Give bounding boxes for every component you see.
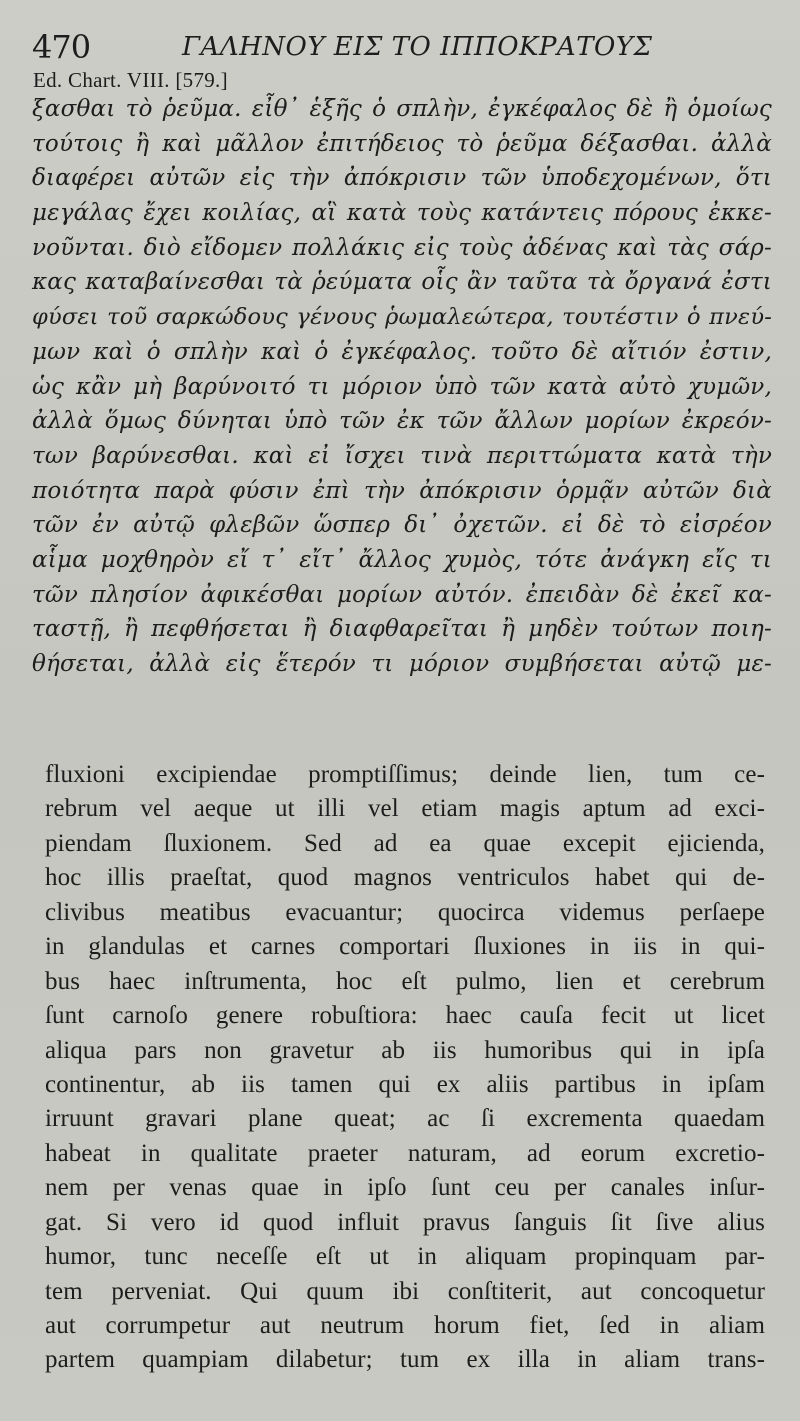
latin-line: bus haec inſtrumenta, hoc eſt pulmo, lien et cerebrum bbox=[45, 967, 765, 995]
greek-line: φύσει τοῦ σαρκώδους γένους ῥωμαλεώτερα, τουτέστιν ὁ πνεύ- bbox=[32, 304, 772, 331]
latin-line: aut corrumpetur aut neutrum horum fiet, ſed in aliam bbox=[45, 1312, 765, 1339]
latin-line: aliqua pars non gravetur ab iis humoribus qui in ipſa bbox=[45, 1036, 765, 1064]
greek-line: νοῦνται. διὸ εἴδομεν πολλάκις εἰς τοὺς ἀδένας καὶ τὰς σάρ- bbox=[32, 234, 772, 261]
greek-line: ποιότητα παρὰ φύσιν ἐπὶ τὴν ἀπόκρισιν ὁρμᾷν αὐτῶν διὰ bbox=[32, 477, 772, 504]
page-number: 470 bbox=[32, 28, 91, 66]
greek-line: ἀλλὰ ὅμως δύνηται ὑπὸ τῶν ἐκ τῶν ἄλλων μορίων ἐκρεόν- bbox=[32, 408, 772, 435]
latin-line: ſunt carnoſo genere robuſtiora: haec cauſa fecit ut licet bbox=[45, 1002, 765, 1030]
latin-line: habeat in qualitate praeter naturam, ad eorum excretio- bbox=[45, 1139, 765, 1167]
latin-line: in glandulas et carnes comportari ſluxiones in iis in qui- bbox=[45, 933, 765, 961]
latin-line: irruunt gravari plane queat; ac ſi excrementa quaedam bbox=[45, 1105, 765, 1133]
greek-line: των βαρύνεσθαι. καὶ εἰ ἴσχει τινὰ περιττώματα κατὰ τὴν bbox=[32, 442, 772, 469]
latin-line: continentur, ab iis tamen qui ex aliis partibus in ipſam bbox=[45, 1070, 765, 1098]
greek-line: μεγάλας ἔχει κοιλίας, αἳ κατὰ τοὺς κατάντεις πόρους ἐκκε- bbox=[32, 200, 772, 227]
greek-line: ταστῇ, ἢ πεφθήσεται ἢ διαφθαρεῖται ἢ μηδὲν τούτων ποιη- bbox=[32, 616, 772, 643]
latin-line: fluxioni excipiendae promptiſſimus; deinde lien, tum ce- bbox=[45, 761, 765, 788]
greek-line: διαφέρει αὐτῶν εἰς τὴν ἀπόκρισιν τῶν ὑποδεχομένων, ὅτι bbox=[32, 165, 772, 192]
latin-line: humor, tunc neceſſe eſt ut in aliquam propinquam par- bbox=[45, 1243, 765, 1271]
greek-line: κας καταβαίνεσθαι τὰ ῥεύματα οἷς ἂν ταῦτα τὰ ὄργανά ἐστι bbox=[32, 269, 772, 296]
latin-line: gat. Si vero id quod influit pravus ſanguis ſit ſive alius bbox=[45, 1208, 765, 1236]
latin-line: tem perveniat. Qui quum ibi conſtiterit, aut concoquetur bbox=[45, 1277, 765, 1305]
running-title: ΓΑΛΗΝΟΥ ΕΙΣ ΤΟ ΙΠΠΟΚΡΑΤΟΥΣ bbox=[182, 32, 653, 62]
greek-line: τῶν ἐν αὐτῷ φλεβῶν ὥσπερ δι᾽ ὀχετῶν. εἰ δὲ τὸ εἰσρέον bbox=[32, 512, 772, 539]
latin-line: clivibus meatibus evacuantur; quocirca videmus perſaepe bbox=[45, 898, 765, 926]
latin-line: nem per venas quae in ipſo ſunt ceu per canales inſur- bbox=[45, 1174, 765, 1202]
latin-text-block bbox=[45, 758, 765, 1378]
greek-text-block bbox=[32, 92, 772, 682]
latin-line: hoc illis praeſtat, quod magnos ventriculos habet qui de- bbox=[45, 864, 765, 892]
greek-line: μων καὶ ὁ σπλὴν καὶ ὁ ἐγκέφαλος. τοῦτο δὲ αἴτιόν ἐστιν, bbox=[32, 338, 772, 365]
page-header bbox=[32, 28, 772, 68]
edition-reference: Ed. Chart. VIII. [579.] bbox=[33, 68, 228, 92]
greek-line: αἷμα μοχθηρὸν εἴ τ᾽ εἴτ᾽ ἄλλος χυμὸς, τότε ἀνάγκη εἴς τι bbox=[32, 546, 772, 573]
latin-line: rebrum vel aeque ut illi vel etiam magis aptum ad exci- bbox=[45, 795, 765, 823]
greek-line: τῶν πλησίον ἀφικέσθαι μορίων αὐτόν. ἐπειδὰν δὲ ἐκεῖ κα- bbox=[32, 581, 772, 608]
greek-line: θήσεται, ἀλλὰ εἰς ἕτερόν τι μόριον συμβήσεται αὐτῷ με- bbox=[32, 651, 772, 677]
latin-line: partem quampiam dilabetur; tum ex illa in aliam trans- bbox=[45, 1346, 765, 1374]
greek-line: τούτοις ἢ καὶ μᾶλλον ἐπιτήδειος τὸ ῥεῦμα δέξασθαι. ἀλλὰ bbox=[32, 130, 772, 157]
greek-line: ξασθαι τὸ ῥεῦμα. εἶθ᾽ ἑξῆς ὁ σπλὴν, ἐγκέφαλος δὲ ἢ ὁμοίως bbox=[32, 96, 772, 122]
greek-line: ὡς κἂν μὴ βαρύνοιτό τι μόριον ὑπὸ τῶν κατὰ αὐτὸ χυμῶν, bbox=[32, 373, 772, 400]
latin-line: piendam ſluxionem. Sed ad ea quae excepit ejicienda, bbox=[45, 829, 765, 857]
